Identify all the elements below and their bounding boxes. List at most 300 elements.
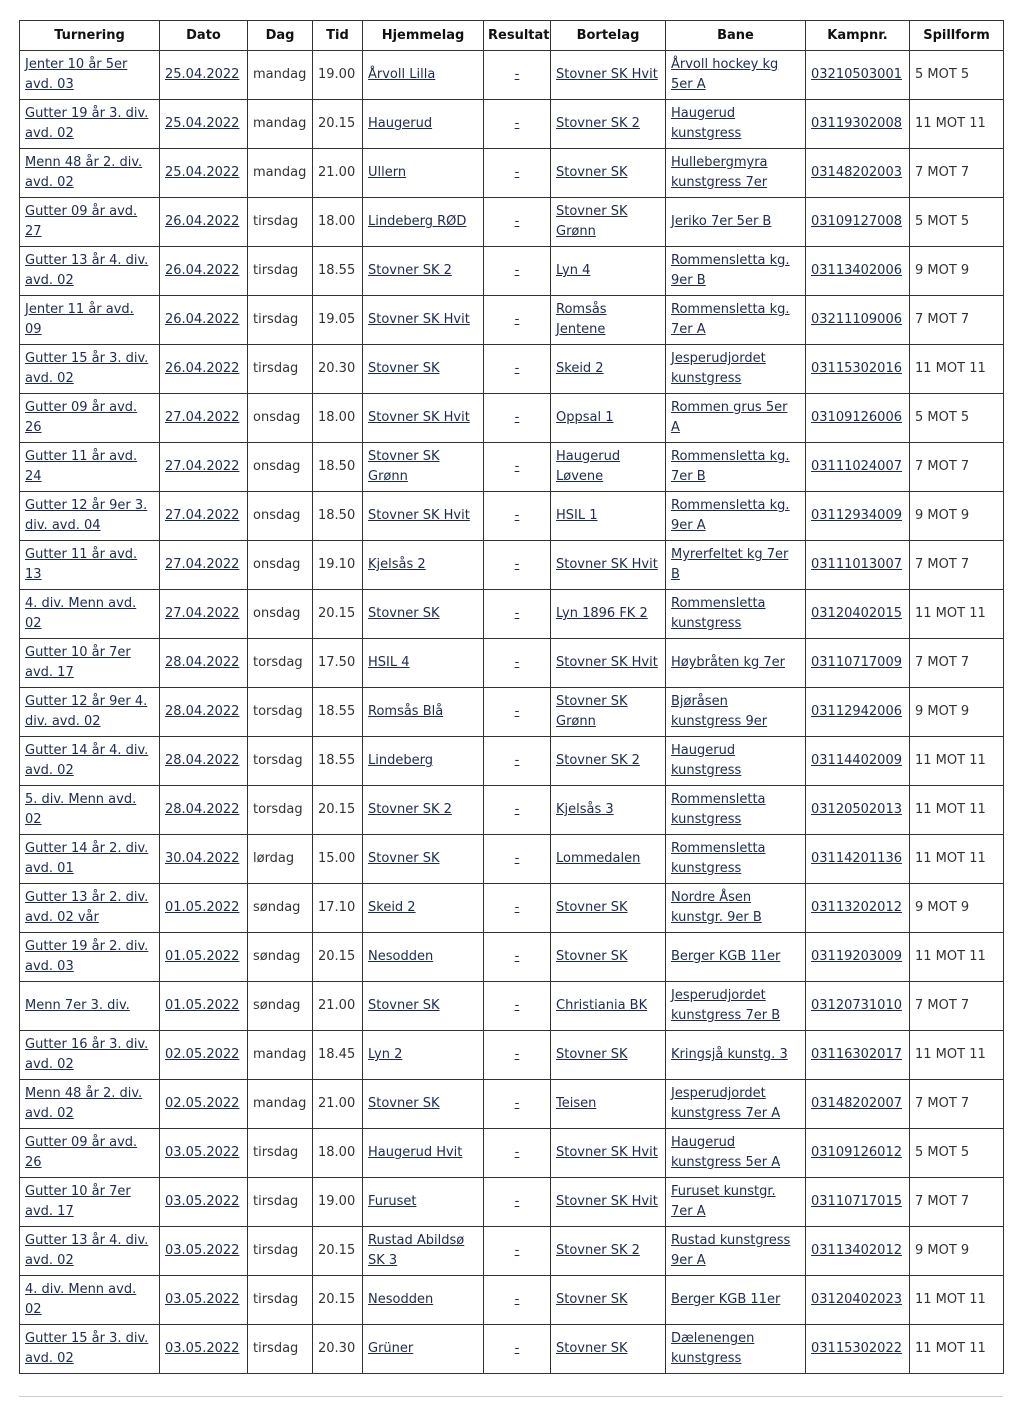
dato-cell[interactable]: 28.04.2022 bbox=[160, 639, 248, 688]
spillform-cell: 11 MOT 11 bbox=[910, 345, 1004, 394]
bane-cell[interactable]: Bjøråsen kunstgress 9er bbox=[666, 688, 806, 737]
spillform-cell: 9 MOT 9 bbox=[910, 492, 1004, 541]
tid-cell: 20.15 bbox=[313, 786, 363, 835]
kampnr-cell[interactable]: 03116302017 bbox=[806, 1031, 910, 1080]
table-row bbox=[20, 835, 1004, 884]
table-row bbox=[20, 1129, 1004, 1178]
dato-cell[interactable]: 01.05.2022 bbox=[160, 933, 248, 982]
resultat-cell[interactable]: - bbox=[484, 1325, 551, 1374]
turnering-cell[interactable]: Gutter 11 år avd. 13 bbox=[20, 541, 160, 590]
bane-cell[interactable]: Nordre Åsen kunstgr. 9er B bbox=[666, 884, 806, 933]
dag-cell: mandag bbox=[248, 1031, 313, 1080]
turnering-cell[interactable]: Gutter 10 år 7er avd. 17 bbox=[20, 639, 160, 688]
bortelag-cell[interactable]: Stovner SK 2 bbox=[551, 100, 666, 149]
kampnr-cell[interactable]: 03115302022 bbox=[806, 1325, 910, 1374]
bane-cell[interactable]: Jesperudjordet kunstgress 7er B bbox=[666, 982, 806, 1031]
resultat-cell[interactable]: - bbox=[484, 1129, 551, 1178]
bane-cell[interactable]: Rommensletta kg. 9er A bbox=[666, 492, 806, 541]
hjemmelag-cell[interactable]: Rustad Abildsø SK 3 bbox=[363, 1227, 484, 1276]
bane-cell[interactable]: Rommensletta kg. 7er B bbox=[666, 443, 806, 492]
kampnr-cell[interactable]: 03119203009 bbox=[806, 933, 910, 982]
kampnr-cell[interactable]: 03148202007 bbox=[806, 1080, 910, 1129]
hjemmelag-cell[interactable]: Stovner SK Grønn bbox=[363, 443, 484, 492]
header-row bbox=[20, 21, 1004, 51]
dag-cell: mandag bbox=[248, 100, 313, 149]
spillform-cell: 7 MOT 7 bbox=[910, 1080, 1004, 1129]
dato-cell[interactable]: 25.04.2022 bbox=[160, 51, 248, 100]
hjemmelag-cell[interactable]: Stovner SK bbox=[363, 345, 484, 394]
spillform-cell: 7 MOT 7 bbox=[910, 296, 1004, 345]
table-row bbox=[20, 296, 1004, 345]
bortelag-cell[interactable]: Skeid 2 bbox=[551, 345, 666, 394]
dato-cell[interactable]: 26.04.2022 bbox=[160, 247, 248, 296]
bane-cell[interactable]: Haugerud kunstgress bbox=[666, 100, 806, 149]
tid-cell: 21.00 bbox=[313, 1080, 363, 1129]
resultat-cell[interactable]: - bbox=[484, 1276, 551, 1325]
turnering-cell[interactable]: Gutter 15 år 3. div. avd. 02 bbox=[20, 1325, 160, 1374]
dag-cell: mandag bbox=[248, 149, 313, 198]
table-row bbox=[20, 982, 1004, 1031]
resultat-cell[interactable]: - bbox=[484, 198, 551, 247]
spillform-cell: 5 MOT 5 bbox=[910, 1129, 1004, 1178]
column-header-bane: Bane bbox=[666, 21, 806, 51]
tid-cell: 20.15 bbox=[313, 1276, 363, 1325]
kampnr-cell[interactable]: 03120402015 bbox=[806, 590, 910, 639]
table-row bbox=[20, 247, 1004, 296]
resultat-cell[interactable]: - bbox=[484, 590, 551, 639]
table-row bbox=[20, 51, 1004, 100]
bortelag-cell[interactable]: Lyn 4 bbox=[551, 247, 666, 296]
spillform-cell: 7 MOT 7 bbox=[910, 639, 1004, 688]
dag-cell: onsdag bbox=[248, 394, 313, 443]
kampnr-cell[interactable]: 03120402023 bbox=[806, 1276, 910, 1325]
bortelag-cell[interactable]: Teisen bbox=[551, 1080, 666, 1129]
hjemmelag-cell[interactable]: Stovner SK Hvit bbox=[363, 296, 484, 345]
resultat-cell[interactable]: - bbox=[484, 688, 551, 737]
spillform-cell: 11 MOT 11 bbox=[910, 100, 1004, 149]
hjemmelag-cell[interactable]: Stovner SK Hvit bbox=[363, 492, 484, 541]
kampnr-cell[interactable]: 03109127008 bbox=[806, 198, 910, 247]
bortelag-cell[interactable]: Oppsal 1 bbox=[551, 394, 666, 443]
resultat-cell[interactable]: - bbox=[484, 1178, 551, 1227]
dag-cell: mandag bbox=[248, 51, 313, 100]
resultat-cell[interactable]: - bbox=[484, 247, 551, 296]
spillform-cell: 7 MOT 7 bbox=[910, 443, 1004, 492]
table-row bbox=[20, 737, 1004, 786]
turnering-cell[interactable]: Gutter 09 år avd. 26 bbox=[20, 394, 160, 443]
kampnr-cell[interactable]: 03113402012 bbox=[806, 1227, 910, 1276]
kampnr-cell[interactable]: 03148202003 bbox=[806, 149, 910, 198]
dato-cell[interactable]: 03.05.2022 bbox=[160, 1129, 248, 1178]
tid-cell: 19.05 bbox=[313, 296, 363, 345]
hjemmelag-cell[interactable]: Nesodden bbox=[363, 933, 484, 982]
kampnr-cell[interactable]: 03110717009 bbox=[806, 639, 910, 688]
turnering-cell[interactable]: Jenter 11 år avd. 09 bbox=[20, 296, 160, 345]
dag-cell: torsdag bbox=[248, 639, 313, 688]
turnering-cell[interactable]: Gutter 09 år avd. 26 bbox=[20, 1129, 160, 1178]
turnering-cell[interactable]: Gutter 13 år 2. div. avd. 02 vår bbox=[20, 884, 160, 933]
match-table bbox=[19, 20, 1004, 1374]
table-row bbox=[20, 100, 1004, 149]
bane-cell[interactable]: Kringsjå kunstg. 3 bbox=[666, 1031, 806, 1080]
table-row bbox=[20, 933, 1004, 982]
turnering-cell[interactable]: Gutter 09 år avd. 27 bbox=[20, 198, 160, 247]
table-row bbox=[20, 688, 1004, 737]
kampnr-cell[interactable]: 03111024007 bbox=[806, 443, 910, 492]
kampnr-cell[interactable]: 03120731010 bbox=[806, 982, 910, 1031]
hjemmelag-cell[interactable]: Stovner SK bbox=[363, 835, 484, 884]
tid-cell: 18.55 bbox=[313, 247, 363, 296]
bane-cell[interactable]: Hullebergmyra kunstgress 7er bbox=[666, 149, 806, 198]
tid-cell: 19.10 bbox=[313, 541, 363, 590]
hjemmelag-cell[interactable]: Romsås Blå bbox=[363, 688, 484, 737]
table-row bbox=[20, 198, 1004, 247]
resultat-cell[interactable]: - bbox=[484, 786, 551, 835]
bane-cell[interactable]: Jeriko 7er 5er B bbox=[666, 198, 806, 247]
bortelag-cell[interactable]: Stovner SK Grønn bbox=[551, 688, 666, 737]
bortelag-cell[interactable]: Christiania BK bbox=[551, 982, 666, 1031]
turnering-cell[interactable]: Gutter 13 år 4. div. avd. 02 bbox=[20, 1227, 160, 1276]
match-schedule bbox=[19, 20, 1003, 1374]
resultat-cell[interactable]: - bbox=[484, 639, 551, 688]
spillform-cell: 11 MOT 11 bbox=[910, 933, 1004, 982]
dag-cell: torsdag bbox=[248, 688, 313, 737]
turnering-cell[interactable]: 5. div. Menn avd. 02 bbox=[20, 786, 160, 835]
hjemmelag-cell[interactable]: Lindeberg RØD bbox=[363, 198, 484, 247]
dato-cell[interactable]: 25.04.2022 bbox=[160, 100, 248, 149]
turnering-cell[interactable]: Gutter 11 år avd. 24 bbox=[20, 443, 160, 492]
spillform-cell: 11 MOT 11 bbox=[910, 1325, 1004, 1374]
resultat-cell[interactable]: - bbox=[484, 1031, 551, 1080]
dag-cell: tirsdag bbox=[248, 1276, 313, 1325]
spillform-cell: 7 MOT 7 bbox=[910, 149, 1004, 198]
hjemmelag-cell[interactable]: Lyn 2 bbox=[363, 1031, 484, 1080]
table-row bbox=[20, 1080, 1004, 1129]
kampnr-cell[interactable]: 03112934009 bbox=[806, 492, 910, 541]
dato-cell[interactable]: 27.04.2022 bbox=[160, 590, 248, 639]
turnering-cell[interactable]: Gutter 14 år 4. div. avd. 02 bbox=[20, 737, 160, 786]
tid-cell: 18.55 bbox=[313, 737, 363, 786]
table-row bbox=[20, 345, 1004, 394]
turnering-cell[interactable]: Menn 48 år 2. div. avd. 02 bbox=[20, 149, 160, 198]
dato-cell[interactable]: 03.05.2022 bbox=[160, 1227, 248, 1276]
bane-cell[interactable]: Rommensletta kunstgress bbox=[666, 786, 806, 835]
hjemmelag-cell[interactable]: Haugerud Hvit bbox=[363, 1129, 484, 1178]
tid-cell: 21.00 bbox=[313, 982, 363, 1031]
dato-cell[interactable]: 27.04.2022 bbox=[160, 394, 248, 443]
turnering-cell[interactable]: Menn 48 år 2. div. avd. 02 bbox=[20, 1080, 160, 1129]
dato-cell[interactable]: 28.04.2022 bbox=[160, 737, 248, 786]
turnering-cell[interactable]: 4. div. Menn avd. 02 bbox=[20, 590, 160, 639]
dato-cell[interactable]: 28.04.2022 bbox=[160, 688, 248, 737]
bane-cell[interactable]: Rommensletta kg. 7er A bbox=[666, 296, 806, 345]
hjemmelag-cell[interactable]: Grüner bbox=[363, 1325, 484, 1374]
spillform-cell: 5 MOT 5 bbox=[910, 198, 1004, 247]
dato-cell[interactable]: 03.05.2022 bbox=[160, 1325, 248, 1374]
turnering-cell[interactable]: Gutter 14 år 2. div. avd. 01 bbox=[20, 835, 160, 884]
resultat-cell[interactable]: - bbox=[484, 296, 551, 345]
resultat-cell[interactable]: - bbox=[484, 737, 551, 786]
table-row bbox=[20, 149, 1004, 198]
bortelag-cell[interactable]: Haugerud Løvene bbox=[551, 443, 666, 492]
bane-cell[interactable]: Rommensletta kunstgress bbox=[666, 590, 806, 639]
bane-cell[interactable]: Rommen grus 5er A bbox=[666, 394, 806, 443]
kampnr-cell[interactable]: 03111013007 bbox=[806, 541, 910, 590]
tid-cell: 18.45 bbox=[313, 1031, 363, 1080]
spillform-cell: 9 MOT 9 bbox=[910, 247, 1004, 296]
tid-cell: 18.50 bbox=[313, 443, 363, 492]
dag-cell: tirsdag bbox=[248, 1178, 313, 1227]
resultat-cell[interactable]: - bbox=[484, 884, 551, 933]
resultat-cell[interactable]: - bbox=[484, 51, 551, 100]
hjemmelag-cell[interactable]: Nesodden bbox=[363, 1276, 484, 1325]
bortelag-cell[interactable]: Stovner SK Hvit bbox=[551, 1178, 666, 1227]
bortelag-cell[interactable]: Stovner SK Grønn bbox=[551, 198, 666, 247]
spillform-cell: 9 MOT 9 bbox=[910, 884, 1004, 933]
hjemmelag-cell[interactable]: Stovner SK 2 bbox=[363, 786, 484, 835]
hjemmelag-cell[interactable]: Kjelsås 2 bbox=[363, 541, 484, 590]
bortelag-cell[interactable]: HSIL 1 bbox=[551, 492, 666, 541]
tid-cell: 18.00 bbox=[313, 1129, 363, 1178]
kampnr-cell[interactable]: 03113202012 bbox=[806, 884, 910, 933]
column-header-turnering: Turnering bbox=[20, 21, 160, 51]
column-header-hjemmelag: Hjemmelag bbox=[363, 21, 484, 51]
hjemmelag-cell[interactable]: Furuset bbox=[363, 1178, 484, 1227]
dato-cell[interactable]: 27.04.2022 bbox=[160, 492, 248, 541]
dag-cell: tirsdag bbox=[248, 247, 313, 296]
turnering-cell[interactable]: Gutter 12 år 9er 4. div. avd. 02 bbox=[20, 688, 160, 737]
kampnr-cell[interactable]: 03211109006 bbox=[806, 296, 910, 345]
bortelag-cell[interactable]: Stovner SK 2 bbox=[551, 737, 666, 786]
bane-cell[interactable]: Berger KGB 11er bbox=[666, 1276, 806, 1325]
bane-cell[interactable]: Høybråten kg 7er bbox=[666, 639, 806, 688]
bane-cell[interactable]: Dælenengen kunstgress bbox=[666, 1325, 806, 1374]
dag-cell: tirsdag bbox=[248, 1325, 313, 1374]
resultat-cell[interactable]: - bbox=[484, 100, 551, 149]
resultat-cell[interactable]: - bbox=[484, 982, 551, 1031]
bortelag-cell[interactable]: Romsås Jentene bbox=[551, 296, 666, 345]
kampnr-cell[interactable]: 03110717015 bbox=[806, 1178, 910, 1227]
dato-cell[interactable]: 03.05.2022 bbox=[160, 1178, 248, 1227]
resultat-cell[interactable]: - bbox=[484, 933, 551, 982]
tid-cell: 21.00 bbox=[313, 149, 363, 198]
turnering-cell[interactable]: Gutter 13 år 4. div. avd. 02 bbox=[20, 247, 160, 296]
resultat-cell[interactable]: - bbox=[484, 394, 551, 443]
tid-cell: 19.00 bbox=[313, 51, 363, 100]
bortelag-cell[interactable]: Stovner SK Hvit bbox=[551, 639, 666, 688]
bortelag-cell[interactable]: Stovner SK bbox=[551, 1325, 666, 1374]
kampnr-cell[interactable]: 03112942006 bbox=[806, 688, 910, 737]
resultat-cell[interactable]: - bbox=[484, 835, 551, 884]
dag-cell: søndag bbox=[248, 982, 313, 1031]
resultat-cell[interactable]: - bbox=[484, 541, 551, 590]
dato-cell[interactable]: 27.04.2022 bbox=[160, 541, 248, 590]
dato-cell[interactable]: 03.05.2022 bbox=[160, 1276, 248, 1325]
spillform-cell: 11 MOT 11 bbox=[910, 737, 1004, 786]
dag-cell: torsdag bbox=[248, 737, 313, 786]
tid-cell: 18.00 bbox=[313, 394, 363, 443]
resultat-cell[interactable]: - bbox=[484, 492, 551, 541]
spillform-cell: 11 MOT 11 bbox=[910, 590, 1004, 639]
tid-cell: 15.00 bbox=[313, 835, 363, 884]
table-row bbox=[20, 1031, 1004, 1080]
table-body bbox=[20, 51, 1004, 1374]
bortelag-cell[interactable]: Stovner SK bbox=[551, 884, 666, 933]
tid-cell: 18.00 bbox=[313, 198, 363, 247]
kampnr-cell[interactable]: 03114402009 bbox=[806, 737, 910, 786]
dato-cell[interactable]: 01.05.2022 bbox=[160, 982, 248, 1031]
resultat-cell[interactable]: - bbox=[484, 443, 551, 492]
table-row bbox=[20, 443, 1004, 492]
spillform-cell: 5 MOT 5 bbox=[910, 51, 1004, 100]
tid-cell: 18.50 bbox=[313, 492, 363, 541]
bortelag-cell[interactable]: Lyn 1896 FK 2 bbox=[551, 590, 666, 639]
hjemmelag-cell[interactable]: Stovner SK 2 bbox=[363, 247, 484, 296]
dag-cell: tirsdag bbox=[248, 1129, 313, 1178]
bane-cell[interactable]: Jesperudjordet kunstgress 7er A bbox=[666, 1080, 806, 1129]
tid-cell: 20.30 bbox=[313, 1325, 363, 1374]
bane-cell[interactable]: Berger KGB 11er bbox=[666, 933, 806, 982]
tid-cell: 20.30 bbox=[313, 345, 363, 394]
spillform-cell: 11 MOT 11 bbox=[910, 786, 1004, 835]
turnering-cell[interactable]: Menn 7er 3. div. bbox=[20, 982, 160, 1031]
table-row bbox=[20, 1276, 1004, 1325]
table-row bbox=[20, 786, 1004, 835]
hjemmelag-cell[interactable]: Stovner SK bbox=[363, 982, 484, 1031]
column-header-spillform: Spillform bbox=[910, 21, 1004, 51]
turnering-cell[interactable]: Gutter 12 år 9er 3. div. avd. 04 bbox=[20, 492, 160, 541]
bortelag-cell[interactable]: Kjelsås 3 bbox=[551, 786, 666, 835]
tid-cell: 20.15 bbox=[313, 1227, 363, 1276]
spillform-cell: 7 MOT 7 bbox=[910, 982, 1004, 1031]
dato-cell[interactable]: 25.04.2022 bbox=[160, 149, 248, 198]
dag-cell: tirsdag bbox=[248, 296, 313, 345]
dag-cell: onsdag bbox=[248, 590, 313, 639]
bane-cell[interactable]: Jesperudjordet kunstgress bbox=[666, 345, 806, 394]
kampnr-cell[interactable]: 03120502013 bbox=[806, 786, 910, 835]
dag-cell: tirsdag bbox=[248, 345, 313, 394]
hjemmelag-cell[interactable]: Haugerud bbox=[363, 100, 484, 149]
hjemmelag-cell[interactable]: Stovner SK bbox=[363, 590, 484, 639]
turnering-cell[interactable]: 4. div. Menn avd. 02 bbox=[20, 1276, 160, 1325]
page-divider bbox=[19, 1396, 1003, 1397]
hjemmelag-cell[interactable]: Lindeberg bbox=[363, 737, 484, 786]
resultat-cell[interactable]: - bbox=[484, 149, 551, 198]
bortelag-cell[interactable]: Stovner SK bbox=[551, 1031, 666, 1080]
hjemmelag-cell[interactable]: Stovner SK Hvit bbox=[363, 394, 484, 443]
turnering-cell[interactable]: Gutter 19 år 2. div. avd. 03 bbox=[20, 933, 160, 982]
hjemmelag-cell[interactable]: Skeid 2 bbox=[363, 884, 484, 933]
spillform-cell: 11 MOT 11 bbox=[910, 835, 1004, 884]
kampnr-cell[interactable]: 03109126006 bbox=[806, 394, 910, 443]
table-row bbox=[20, 1325, 1004, 1374]
spillform-cell: 9 MOT 9 bbox=[910, 1227, 1004, 1276]
tid-cell: 18.55 bbox=[313, 688, 363, 737]
kampnr-cell[interactable]: 03119302008 bbox=[806, 100, 910, 149]
bane-cell[interactable]: Årvoll hockey kg 5er A bbox=[666, 51, 806, 100]
bane-cell[interactable]: Rommensletta kg. 9er B bbox=[666, 247, 806, 296]
bane-cell[interactable]: Rommensletta kunstgress bbox=[666, 835, 806, 884]
dato-cell[interactable]: 28.04.2022 bbox=[160, 786, 248, 835]
bane-cell[interactable]: Haugerud kunstgress 5er A bbox=[666, 1129, 806, 1178]
table-row bbox=[20, 1227, 1004, 1276]
bortelag-cell[interactable]: Lommedalen bbox=[551, 835, 666, 884]
dag-cell: mandag bbox=[248, 1080, 313, 1129]
dag-cell: onsdag bbox=[248, 443, 313, 492]
turnering-cell[interactable]: Gutter 15 år 3. div. avd. 02 bbox=[20, 345, 160, 394]
tid-cell: 17.50 bbox=[313, 639, 363, 688]
spillform-cell: 7 MOT 7 bbox=[910, 541, 1004, 590]
hjemmelag-cell[interactable]: Stovner SK bbox=[363, 1080, 484, 1129]
tid-cell: 19.00 bbox=[313, 1178, 363, 1227]
resultat-cell[interactable]: - bbox=[484, 1227, 551, 1276]
tid-cell: 20.15 bbox=[313, 933, 363, 982]
turnering-cell[interactable]: Gutter 16 år 3. div. avd. 02 bbox=[20, 1031, 160, 1080]
resultat-cell[interactable]: - bbox=[484, 1080, 551, 1129]
bane-cell[interactable]: Furuset kunstgr. 7er A bbox=[666, 1178, 806, 1227]
dag-cell: onsdag bbox=[248, 492, 313, 541]
dato-cell[interactable]: 26.04.2022 bbox=[160, 296, 248, 345]
kampnr-cell[interactable]: 03109126012 bbox=[806, 1129, 910, 1178]
spillform-cell: 11 MOT 11 bbox=[910, 1031, 1004, 1080]
column-header-bortelag: Bortelag bbox=[551, 21, 666, 51]
resultat-cell[interactable]: - bbox=[484, 345, 551, 394]
turnering-cell[interactable]: Gutter 19 år 3. div. avd. 02 bbox=[20, 100, 160, 149]
dato-cell[interactable]: 26.04.2022 bbox=[160, 198, 248, 247]
spillform-cell: 9 MOT 9 bbox=[910, 688, 1004, 737]
dag-cell: tirsdag bbox=[248, 198, 313, 247]
turnering-cell[interactable]: Jenter 10 år 5er avd. 03 bbox=[20, 51, 160, 100]
column-header-dato: Dato bbox=[160, 21, 248, 51]
tid-cell: 20.15 bbox=[313, 100, 363, 149]
kampnr-cell[interactable]: 03115302016 bbox=[806, 345, 910, 394]
turnering-cell[interactable]: Gutter 10 år 7er avd. 17 bbox=[20, 1178, 160, 1227]
spillform-cell: 11 MOT 11 bbox=[910, 1276, 1004, 1325]
kampnr-cell[interactable]: 03210503001 bbox=[806, 51, 910, 100]
bane-cell[interactable]: Rustad kunstgress 9er A bbox=[666, 1227, 806, 1276]
column-header-dag: Dag bbox=[248, 21, 313, 51]
spillform-cell: 5 MOT 5 bbox=[910, 394, 1004, 443]
column-header-resultat: Resultat bbox=[484, 21, 551, 51]
bortelag-cell[interactable]: Stovner SK Hvit bbox=[551, 51, 666, 100]
hjemmelag-cell[interactable]: Årvoll Lilla bbox=[363, 51, 484, 100]
dato-cell[interactable]: 27.04.2022 bbox=[160, 443, 248, 492]
dato-cell[interactable]: 01.05.2022 bbox=[160, 884, 248, 933]
kampnr-cell[interactable]: 03114201136 bbox=[806, 835, 910, 884]
hjemmelag-cell[interactable]: Ullern bbox=[363, 149, 484, 198]
bortelag-cell[interactable]: Stovner SK bbox=[551, 149, 666, 198]
bortelag-cell[interactable]: Stovner SK 2 bbox=[551, 1227, 666, 1276]
bortelag-cell[interactable]: Stovner SK bbox=[551, 1276, 666, 1325]
dato-cell[interactable]: 30.04.2022 bbox=[160, 835, 248, 884]
table-row bbox=[20, 1178, 1004, 1227]
dag-cell: lørdag bbox=[248, 835, 313, 884]
hjemmelag-cell[interactable]: HSIL 4 bbox=[363, 639, 484, 688]
dag-cell: søndag bbox=[248, 933, 313, 982]
kampnr-cell[interactable]: 03113402006 bbox=[806, 247, 910, 296]
bortelag-cell[interactable]: Stovner SK Hvit bbox=[551, 1129, 666, 1178]
dato-cell[interactable]: 26.04.2022 bbox=[160, 345, 248, 394]
bortelag-cell[interactable]: Stovner SK Hvit bbox=[551, 541, 666, 590]
bane-cell[interactable]: Haugerud kunstgress bbox=[666, 737, 806, 786]
dato-cell[interactable]: 02.05.2022 bbox=[160, 1031, 248, 1080]
bortelag-cell[interactable]: Stovner SK bbox=[551, 933, 666, 982]
bane-cell[interactable]: Myrerfeltet kg 7er B bbox=[666, 541, 806, 590]
dag-cell: torsdag bbox=[248, 786, 313, 835]
table-row bbox=[20, 884, 1004, 933]
dag-cell: tirsdag bbox=[248, 1227, 313, 1276]
dato-cell[interactable]: 02.05.2022 bbox=[160, 1080, 248, 1129]
